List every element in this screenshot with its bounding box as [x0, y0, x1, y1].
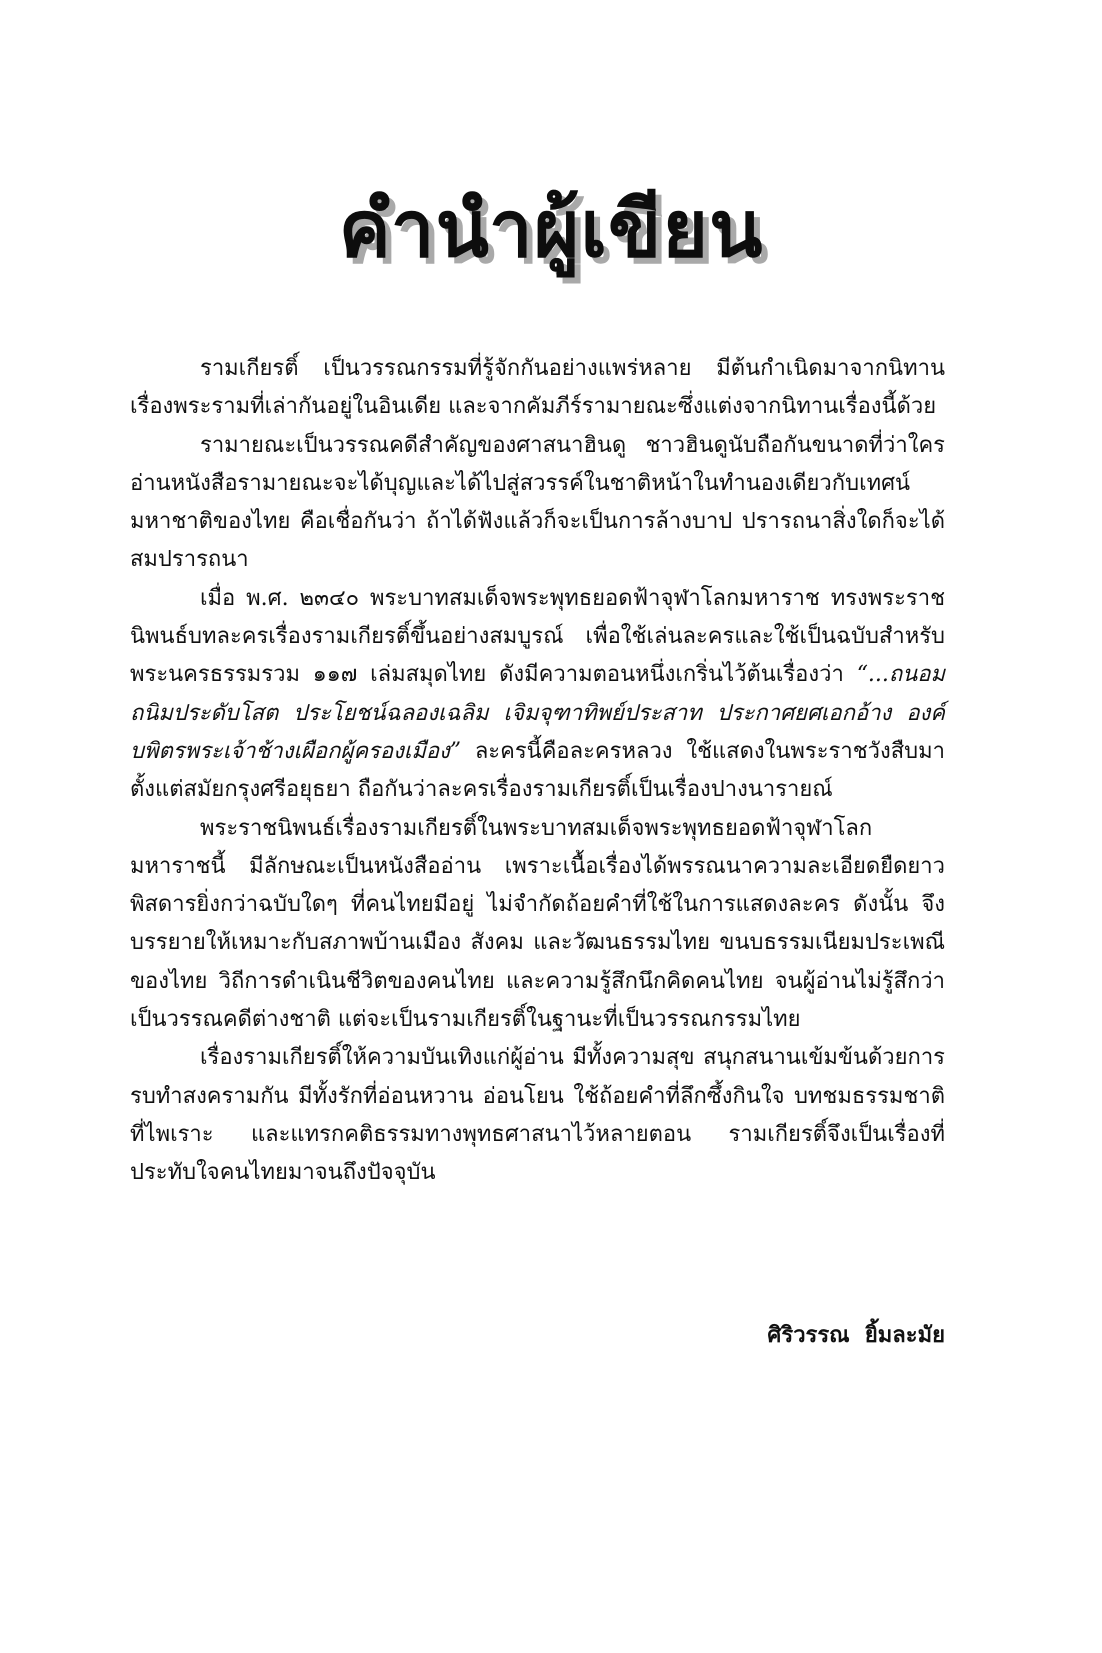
paragraph-4: พระราชนิพนธ์เรื่องรามเกียรติ์ในพระบาทสมเด็จพระพุทธยอดฟ้าจุฬาโลกมหาราชนี้ มีลักษณะเป็นหนังสืออ่าน เพราะเนื้อเรื่องได้พรรณนาความละเอียดยืดยาวพิสดารยิ่งกว่าฉบับใดๆ ที่คนไทยมีอยู่ ไม่จำกัดถ้อยคำที่ใช้ในการแสดงละคร ดังนั้น จึงบรรยายให้เหมาะกับสภาพบ้านเมือง สังคม และวัฒนธรรมไทย ขนบธรรมเนียมประเพณีของไทย วิถีการดำเนินชีวิตของคนไทย และความรู้สึกนึกคิดคนไทย จนผู้อ่านไม่รู้สึกว่าเป็นวรรณคดีต่างชาติ แต่จะเป็นรามเกียรติ์ในฐานะที่เป็นวรรณกรรมไทย	[130, 815, 945, 1033]
paragraph-3	[130, 580, 945, 810]
paragraph-1: รามเกียรติ์ เป็นวรรณกรรมที่รู้จักกันอย่างแพร่หลาย มีต้นกำเนิดมาจากนิทานเรื่องพระรามที่เล่ากันอยู่ในอินเดีย และจากคัมภีร์รามายณะซึ่งแต่งจากนิทานเรื่องนี้ด้วย	[130, 356, 945, 420]
paragraph-3-italic-quote: “...ถนอมถนิมประดับโสต ประโยชน์ฉลองเฉลิม เจิมจุฑาทิพย์ประสาท ประกาศยศเอกอ้าง องค์บพิตรพระเจ้าช้างเผือกผู้ครองเมือง”	[130, 662, 945, 764]
body-text	[130, 350, 945, 1193]
paragraph-3-text-after: ละครนี้คือละครหลวง ใช้แสดงในพระราชวังสืบมาตั้งแต่สมัยกรุงศรีอยุธยา ถือกันว่าละครเรื่องรามเกียรติ์เป็นเรื่องปางนารายณ์	[130, 738, 945, 803]
paragraph-5: เรื่องรามเกียรติ์ให้ความบันเทิงแก่ผู้อ่าน มีทั้งความสุข สนุกสนานเข้มข้นด้วยการรบทำสงครามกัน มีทั้งรักที่อ่อนหวาน อ่อนโยน ใช้ถ้อยคำที่ลึกซึ้งกินใจ บทชมธรรมชาติที่ไพเราะ และแทรกคติธรรมทางพุทธศาสนาไว้หลายตอน รามเกียรติ์จึงเป็นเรื่องที่ประทับใจคนไทยมาจนถึงปัจจุบัน	[130, 1045, 945, 1186]
paragraph-2: รามายณะเป็นวรรณคดีสำคัญของศาสนาฮินดู ชาวฮินดูนับถือกันขนาดที่ว่าใครอ่านหนังสือรามายณะจะได้บุญและได้ไปสู่สวรรค์ในชาติหน้าในทำนองเดียวกับเทศน์มหาชาติของไทย คือเชื่อกันว่า ถ้าได้ฟังแล้วก็จะเป็นการล้างบาป ปรารถนาสิ่งใดก็จะได้สมปรารถนา	[130, 432, 945, 573]
paragraph-3-text-before: เมื่อ พ.ศ. ๒๓๔๐ พระบาทสมเด็จพระพุทธยอดฟ้าจุฬาโลกมหาราช ทรงพระราชนิพนธ์บทละครเรื่องรามเกียรติ์ขึ้นอย่างสมบูรณ์ เพื่อใช้เล่นละครและใช้เป็นฉบับสำหรับพระนครธรรมรวม ๑๑๗ เล่มสมุดไทย ดังมีความตอนหนึ่งเกริ่นไว้ต้นเรื่องว่า	[130, 585, 945, 688]
page-title: คำนำผู้เขียน	[338, 185, 764, 275]
author-signature: ศิริวรรณ ยิ้มละมัย	[767, 1323, 945, 1348]
